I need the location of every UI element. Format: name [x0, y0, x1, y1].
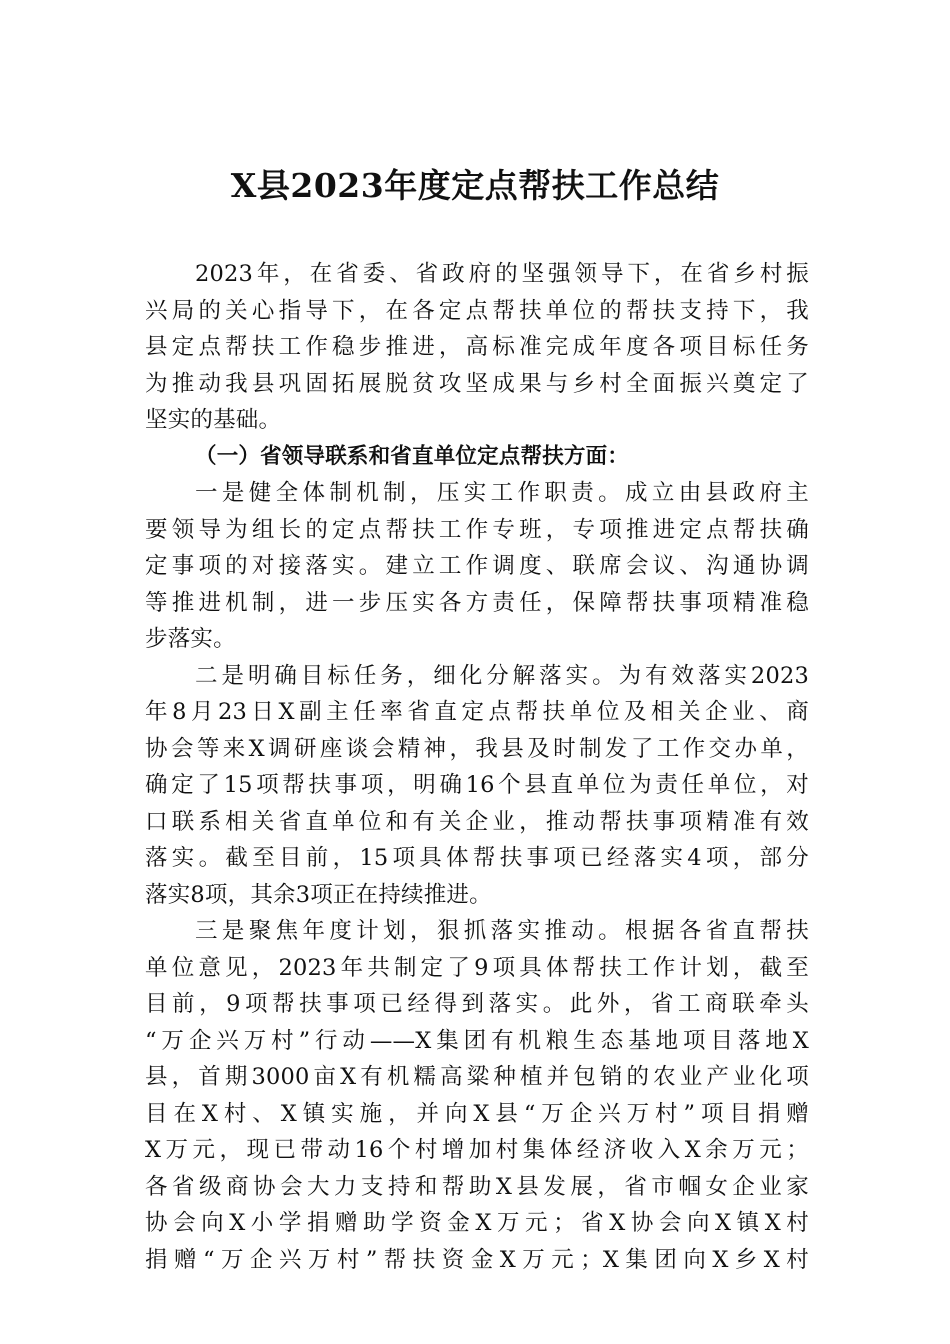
paragraph-3-line: 协会向X小学捐赠助学资金X万元；省X协会向X镇X村 — [145, 1210, 809, 1236]
paragraph-3-line: 捐赠“万企兴万村”帮扶资金X万元；X集团向X乡X村 — [145, 1246, 809, 1273]
paragraph-1-line: 一是健全体制机制，压实工作职责。成立由县政府主 — [195, 480, 809, 506]
paragraph-1-line: 要领导为组长的定点帮扶工作专班，专项推进定点帮扶确 — [145, 516, 809, 543]
paragraph-2-line: 二是明确目标任务，细化分解落实。为有效落实2023 — [195, 662, 809, 689]
paragraph-3-line: 各省级商协会大力支持和帮助X县发展，省市帼女企业家 — [145, 1173, 809, 1200]
paragraph-3-line: 单位意见，2023年共制定了9项具体帮扶工作计划，截至 — [145, 954, 809, 981]
paragraph-3-line: 目前，9项帮扶事项已经得到落实。此外，省工商联牵头 — [145, 991, 809, 1017]
paragraph-intro-line: 为推动我县巩固拓展脱贫攻坚成果与乡村全面振兴奠定了 — [145, 370, 809, 397]
paragraph-1-line: 等推进机制，进一步压实各方责任，保障帮扶事项精准稳 — [145, 589, 809, 616]
paragraph-2-line: 年8月23日X副主任率省直定点帮扶单位及相关企业、商 — [145, 699, 809, 725]
paragraph-intro-line: 坚实的基础。 — [145, 407, 282, 433]
paragraph-1-line: 步落实。 — [145, 626, 236, 652]
paragraph-3-line: X万元，现已带动16个村增加村集体经济收入X余万元； — [145, 1137, 809, 1163]
paragraph-2-line: 落实8项，其余3项正在持续推进。 — [145, 881, 492, 908]
paragraph-2-line: 口联系相关省直单位和有关企业，推动帮扶事项精准有效 — [145, 808, 809, 835]
document-title: X县2023年度定点帮扶工作总结 — [230, 166, 720, 205]
paragraph-3-line: “万企兴万村”行动——X集团有机粮生态基地项目落地X — [145, 1027, 809, 1054]
paragraph-intro-line: 2023年，在省委、省政府的坚强领导下，在省乡村振 — [195, 261, 809, 287]
section-heading: （一）省领导联系和省直单位定点帮扶方面： — [195, 443, 630, 469]
paragraph-2-line: 协会等来X调研座谈会精神，我县及时制发了工作交办单， — [145, 735, 809, 762]
paragraph-3-line: 目在X村、X镇实施，并向X县“万企兴万村”项目捐赠 — [145, 1100, 809, 1127]
document-body — [145, 256, 809, 1278]
paragraph-1-line: 定事项的对接落实。建立工作调度、联席会议、沟通协调 — [145, 553, 809, 579]
paragraph-2-line: 落实。截至目前，15项具体帮扶事项已经落实4项，部分 — [145, 845, 809, 871]
paragraph-3-line: 三是聚焦年度计划，狠抓落实推动。根据各省直帮扶 — [195, 918, 809, 944]
paragraph-intro-line: 兴局的关心指导下，在各定点帮扶单位的帮扶支持下，我 — [145, 297, 809, 324]
paragraph-2-line: 确定了15项帮扶事项，明确16个县直单位为责任单位，对 — [145, 772, 809, 798]
paragraph-3-line: 县，首期3000亩X有机糯高粱种植并包销的农业产业化项 — [145, 1064, 809, 1090]
paragraph-intro-line: 县定点帮扶工作稳步推进，高标准完成年度各项目标任务 — [145, 334, 809, 360]
